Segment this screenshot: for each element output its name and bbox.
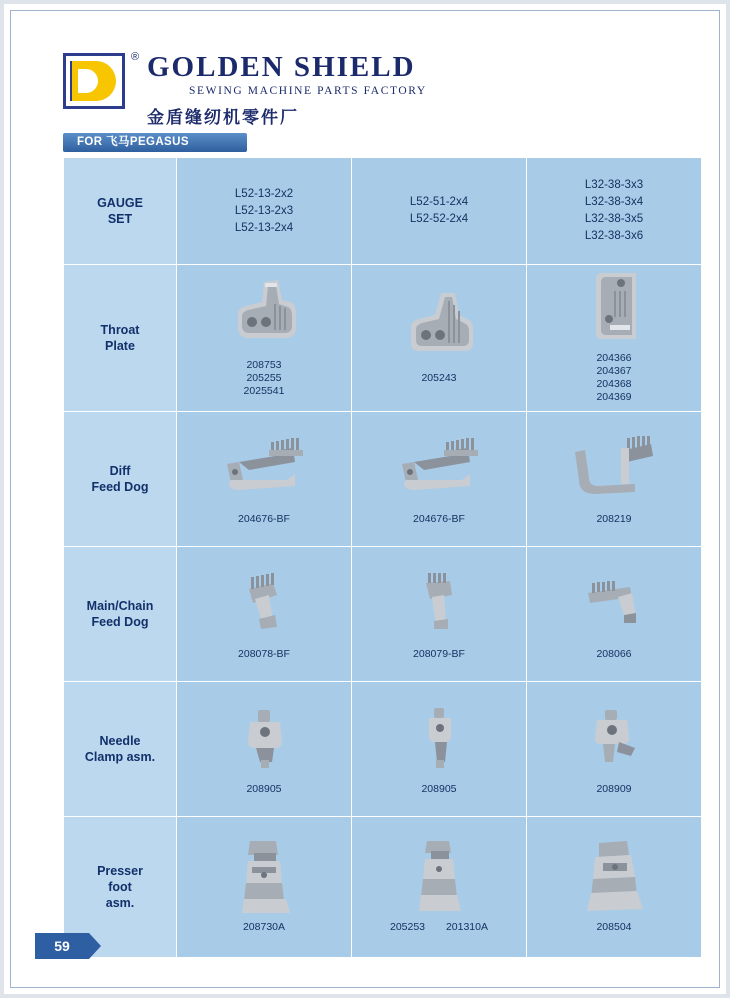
code-list	[353, 194, 525, 228]
presser-foot-icon	[353, 835, 525, 921]
part-code: 205243	[421, 371, 457, 384]
registered-mark-icon: ®	[131, 51, 140, 63]
brand-name-en: GOLDEN SHIELD	[147, 51, 416, 83]
part-caption	[178, 921, 350, 940]
part-code: 205255	[246, 371, 282, 384]
row-label-line: Needle	[99, 734, 141, 748]
part-caption	[353, 648, 525, 667]
cell-throat-plate-3	[527, 265, 702, 412]
row-label-line: Throat	[100, 323, 140, 337]
cell-gauge-set-3	[527, 158, 702, 265]
cell-diff-feed-dog-2	[352, 412, 527, 547]
row-label-line: asm.	[105, 896, 135, 910]
cell-throat-plate-2	[352, 265, 527, 412]
page-number-badge	[35, 933, 89, 959]
cell-needle-clamp-1	[177, 682, 352, 817]
cell-gauge-set-1	[177, 158, 352, 265]
main-feed-dog-icon	[528, 562, 700, 648]
logo-icon	[63, 53, 125, 109]
section-banner-label: FOR 飞马PEGASUS	[77, 136, 189, 148]
diff-feed-dog-icon	[528, 427, 700, 513]
part-code: 208078-BF	[238, 647, 290, 660]
part-caption	[528, 921, 700, 940]
part-code: 204368	[596, 378, 632, 390]
table-row	[64, 547, 702, 682]
needle-clamp-icon	[178, 697, 350, 783]
cell-presser-foot-2	[352, 817, 527, 958]
cell-throat-plate-1	[177, 265, 352, 412]
brand-name-cn: 金盾缝纫机零件厂	[147, 108, 299, 128]
part-caption	[353, 513, 525, 532]
part-caption	[178, 783, 350, 802]
part-code: 208504	[596, 920, 632, 933]
table-row	[64, 265, 702, 412]
row-label-line: SET	[107, 212, 133, 226]
main-feed-dog-icon	[178, 562, 350, 648]
part-caption	[528, 513, 700, 532]
part-code: 2025541	[243, 384, 285, 397]
cell-main-feed-dog-1	[177, 547, 352, 682]
diff-feed-dog-icon	[178, 427, 350, 513]
cell-main-feed-dog-2	[352, 547, 527, 682]
cell-presser-foot-1	[177, 817, 352, 958]
page-number: 59	[54, 938, 70, 954]
part-code: 208079-BF	[413, 647, 465, 660]
row-label-line: Diff	[109, 464, 131, 478]
part-code: L32-38-3x3	[584, 179, 644, 191]
row-label-line: Main/Chain	[86, 599, 154, 613]
part-caption	[353, 372, 525, 391]
part-caption	[528, 352, 700, 410]
cell-diff-feed-dog-3	[527, 412, 702, 547]
table-row	[64, 682, 702, 817]
part-code: 208066	[596, 647, 632, 660]
throat-plate-icon	[528, 266, 700, 352]
row-label-diff-feed-dog	[64, 412, 177, 547]
code-list	[178, 186, 350, 237]
part-code: 204366	[596, 352, 632, 364]
row-label-line: Feed Dog	[91, 615, 149, 629]
section-banner	[63, 133, 247, 152]
row-label-needle-clamp	[64, 682, 177, 817]
part-caption	[528, 648, 700, 667]
table-row	[64, 412, 702, 547]
part-caption	[353, 783, 525, 802]
row-label-throat-plate	[64, 265, 177, 412]
part-code: 208730A	[242, 920, 286, 933]
diff-feed-dog-icon	[353, 427, 525, 513]
part-code: L32-38-3x6	[584, 230, 644, 242]
throat-plate-icon	[178, 273, 350, 359]
part-code: 201310A	[445, 920, 488, 933]
row-label-line: GAUGE	[97, 196, 143, 210]
part-code: L52-51-2x4	[409, 196, 469, 208]
needle-clamp-icon	[528, 697, 700, 783]
cell-main-feed-dog-3	[527, 547, 702, 682]
part-caption	[178, 513, 350, 532]
part-code: 208905	[246, 782, 282, 795]
table-row	[64, 817, 702, 958]
part-caption	[178, 648, 350, 667]
row-label-line: Presser	[97, 864, 143, 878]
needle-clamp-icon	[353, 697, 525, 783]
part-code: 208219	[596, 512, 632, 525]
cell-needle-clamp-3	[527, 682, 702, 817]
row-label-line: foot	[108, 880, 132, 894]
cell-needle-clamp-2	[352, 682, 527, 817]
row-label-line: Feed Dog	[91, 480, 149, 494]
part-code: 204676-BF	[413, 512, 465, 525]
part-code: 204367	[596, 365, 632, 377]
part-caption	[353, 921, 525, 940]
part-code: 204676-BF	[238, 512, 290, 525]
throat-plate-icon	[353, 286, 525, 372]
presser-foot-icon	[528, 835, 700, 921]
row-label-line: Clamp asm.	[84, 750, 156, 764]
part-code: L52-52-2x4	[409, 213, 469, 225]
row-label-main-chain-feed-dog	[64, 547, 177, 682]
row-label-gauge-set	[64, 158, 177, 265]
part-caption	[178, 359, 350, 404]
part-code: L52-13-2x3	[234, 204, 294, 217]
page-inner-border	[10, 10, 720, 988]
part-code: 205253	[389, 920, 426, 933]
row-label-line: Plate	[105, 339, 135, 353]
cell-gauge-set-2	[352, 158, 527, 265]
parts-table	[63, 157, 702, 958]
part-code: L32-38-3x4	[584, 196, 644, 208]
brand-tagline: SEWING MACHINE PARTS FACTORY	[189, 85, 427, 97]
part-code: L52-13-2x4	[234, 221, 294, 234]
part-code: L32-38-3x5	[584, 213, 644, 225]
part-code: L52-13-2x2	[234, 187, 294, 200]
presser-foot-icon	[178, 835, 350, 921]
part-code: 208909	[596, 782, 632, 795]
part-caption	[528, 783, 700, 802]
part-code: 208905	[421, 782, 457, 795]
code-list	[528, 177, 700, 245]
main-feed-dog-icon	[353, 562, 525, 648]
part-code: 208753	[246, 358, 282, 371]
brand-header	[63, 45, 683, 135]
table-row	[64, 158, 702, 265]
part-code: 204369	[596, 391, 632, 403]
cell-presser-foot-3	[527, 817, 702, 958]
cell-diff-feed-dog-1	[177, 412, 352, 547]
